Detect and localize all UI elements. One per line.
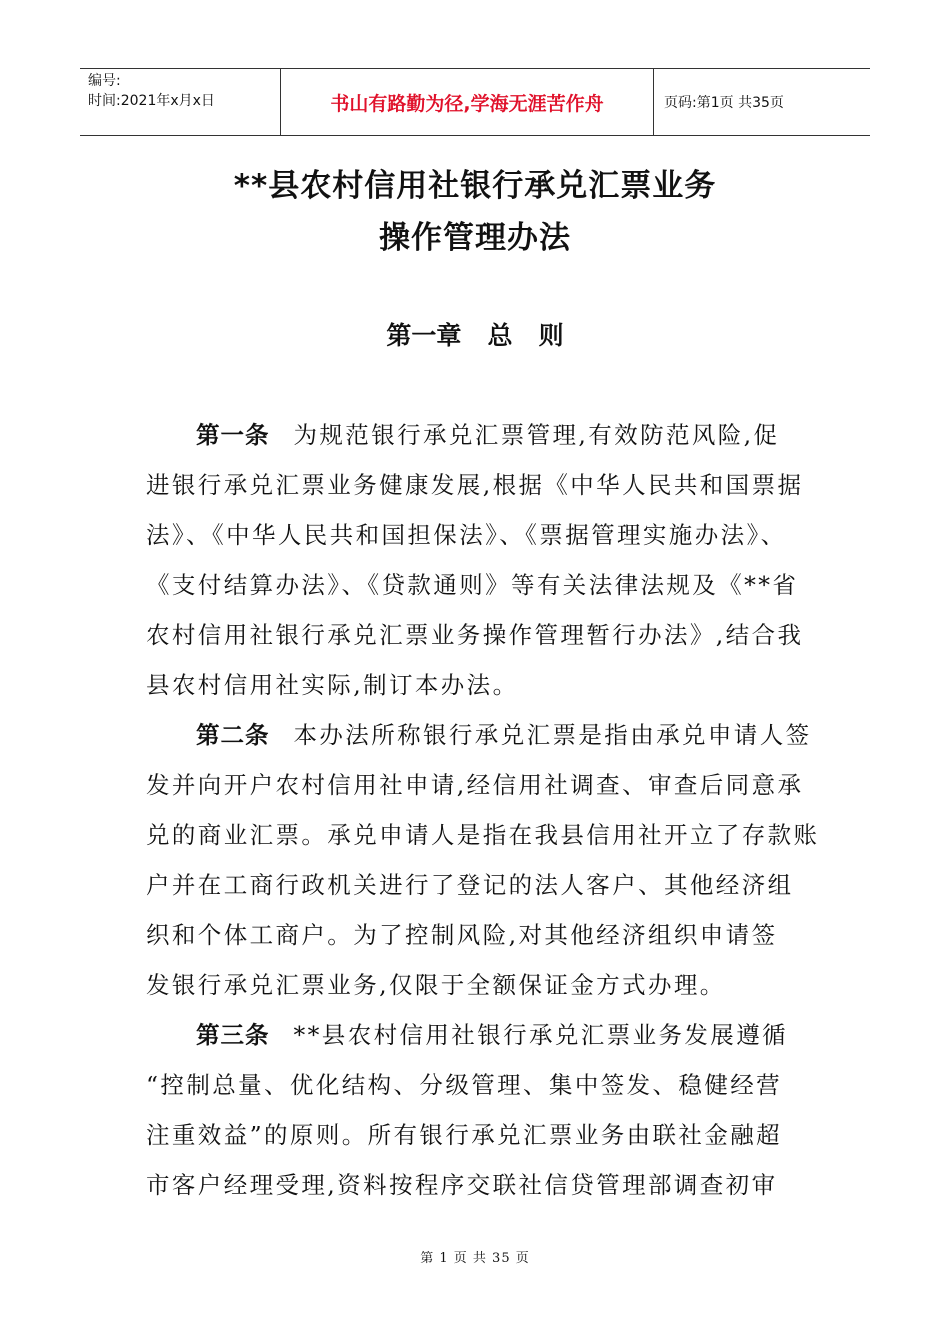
chapter-title-text: 第一章 总 则 bbox=[386, 321, 564, 350]
header-page-info: 页码:第1页 共35页 bbox=[664, 95, 784, 111]
article-3-line-1 bbox=[146, 1010, 806, 1060]
article-1-line-2: 进银行承兑汇票业务健康发展,根据《中华人民共和国票据 bbox=[146, 471, 804, 499]
document-body bbox=[146, 410, 820, 1210]
article-2-line-3: 兑的商业汇票。承兑申请人是指在我县信用社开立了存款账 bbox=[146, 821, 820, 849]
page-footer: 第 1 页 共 35 页 bbox=[420, 1251, 530, 1266]
article-1-line-6: 县农村信用社实际,制订本办法。 bbox=[146, 671, 519, 699]
article-text: 本办法所称银行承兑汇票是指由承兑申请人签 bbox=[293, 721, 812, 749]
header-meta-cell bbox=[80, 69, 281, 135]
document-title-line-2: 操作管理办法 bbox=[379, 220, 571, 256]
article-1-label: 第一条 bbox=[196, 421, 270, 449]
article-2-line-6: 发银行承兑汇票业务,仅限于全额保证金方式办理。 bbox=[146, 971, 726, 999]
document-time-label: 时间:2021年x月x日 bbox=[88, 93, 215, 109]
document-title-line-1: **县农村信用社银行承兑汇票业务 bbox=[233, 168, 717, 204]
article-1-line-1 bbox=[146, 410, 806, 460]
document-number-label: 编号: bbox=[88, 73, 121, 89]
article-text: 为规范银行承兑汇票管理,有效防范风险,促 bbox=[293, 421, 780, 449]
article-2-line-5: 织和个体工商户。为了控制风险,对其他经济组织申请签 bbox=[146, 921, 778, 949]
article-3-label: 第三条 bbox=[196, 1021, 270, 1049]
article-1-line-5: 农村信用社银行承兑汇票业务操作管理暂行办法》,结合我 bbox=[146, 621, 804, 649]
header-motto: 书山有路勤为径,学海无涯苦作舟 bbox=[281, 69, 654, 135]
article-3-line-2: “控制总量、优化结构、分级管理、集中签发、稳健经营 bbox=[146, 1071, 783, 1099]
article-2-line-2: 发并向开户农村信用社申请,经信用社调查、审查后同意承 bbox=[146, 771, 804, 799]
article-3-line-3: 注重效益”的原则。所有银行承兑汇票业务由联社金融超 bbox=[146, 1121, 783, 1149]
article-2-line-1 bbox=[146, 710, 812, 760]
article-text: **县农村信用社银行承兑汇票业务发展遵循 bbox=[293, 1021, 788, 1049]
chapter-title bbox=[0, 316, 950, 352]
article-2-line-4: 户并在工商行政机关进行了登记的法人客户、其他经济组 bbox=[146, 871, 794, 899]
article-3-line-4: 市客户经理受理,资料按程序交联社信贷管理部调查初审 bbox=[146, 1171, 778, 1199]
article-1-line-4: 《支付结算办法》、《贷款通则》等有关法律法规及《**省 bbox=[146, 571, 799, 599]
article-2-label: 第二条 bbox=[196, 721, 270, 749]
article-1-line-3: 法》、《中华人民共和国担保法》、《票据管理实施办法》、 bbox=[146, 521, 787, 549]
header-table bbox=[80, 68, 870, 136]
